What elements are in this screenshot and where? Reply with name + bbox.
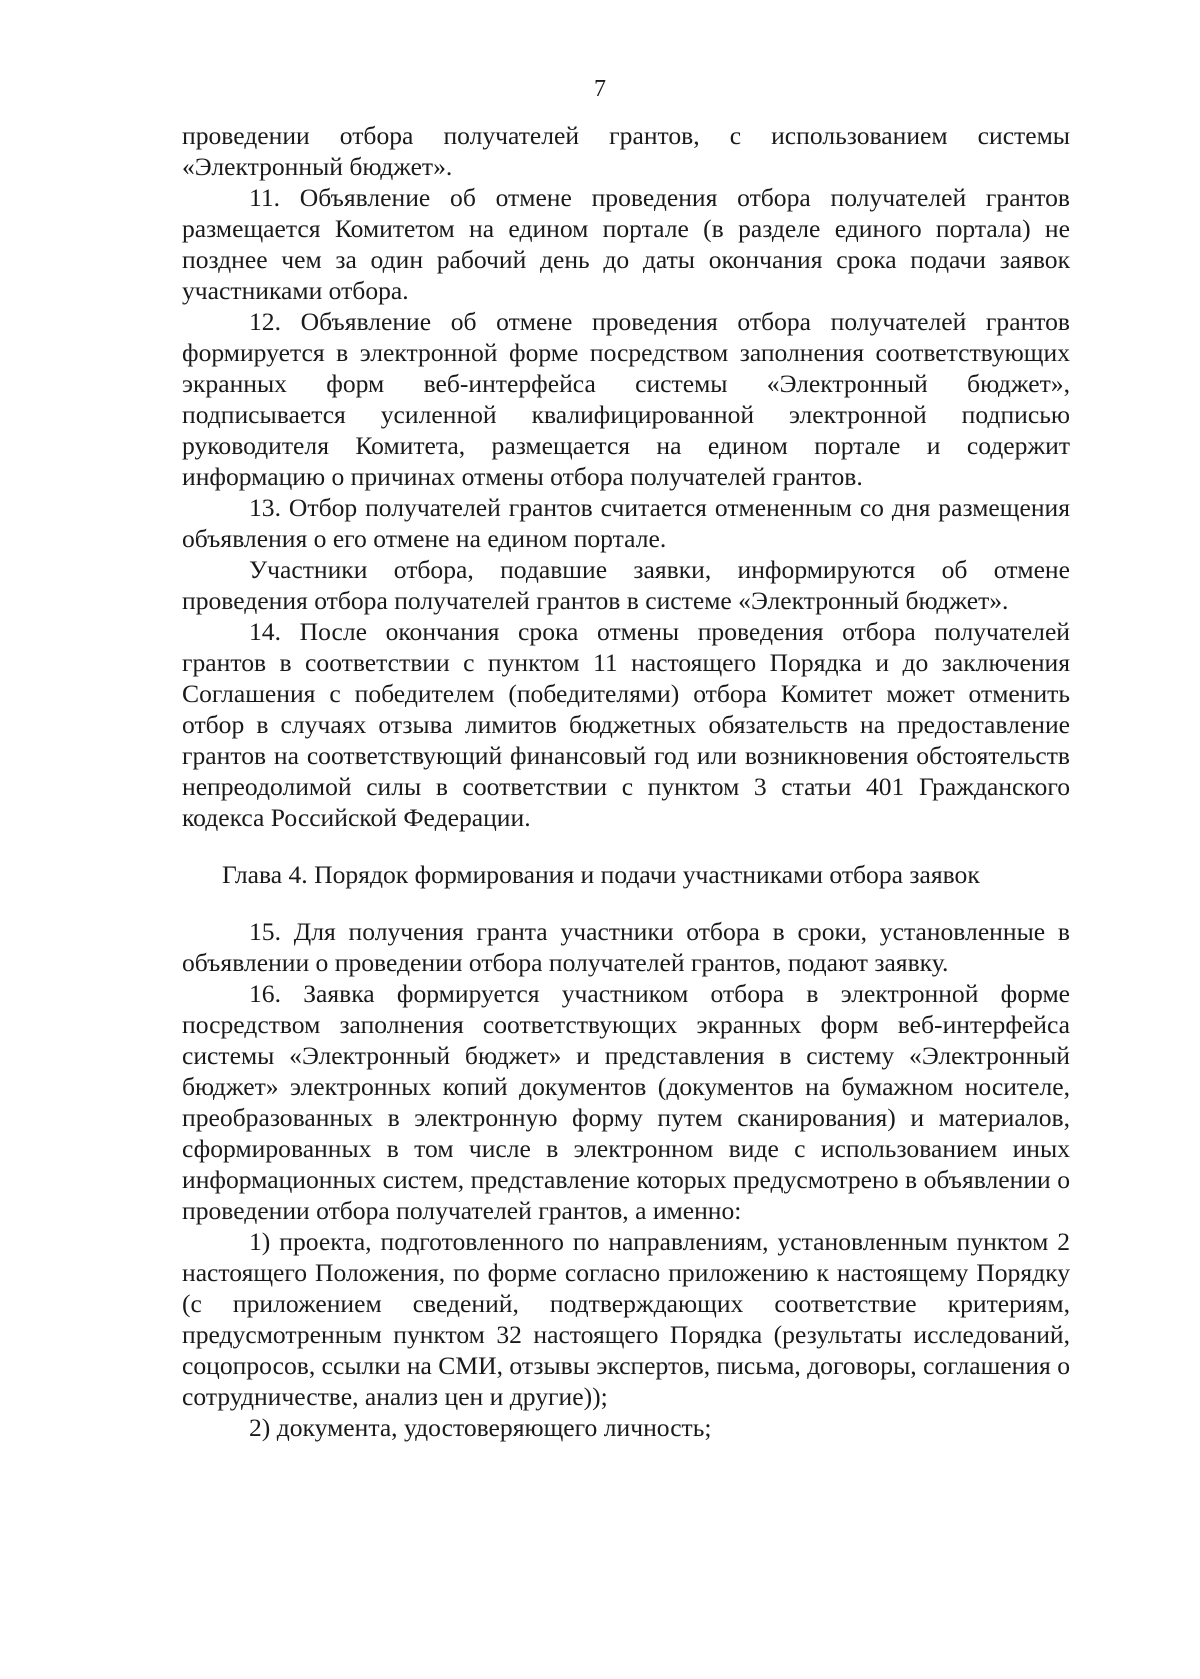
paragraph-13: 13. Отбор получателей грантов считается отмененным со дня размещения объявления о его отмене на едином портале. <box>182 493 1070 553</box>
paragraph-16-item-1: 1) проекта, подготовленного по направлениям, установленным пунктом 2 настоящего Положения, по форме согласно приложению к настоящему Порядку (с приложением сведений, подтверждающих соответствие критериям, предусмотренным пунктом 32 настоящего Порядка (результаты исследований, соцопросов, ссылки на СМИ, отзывы экспертов, письма, договоры, соглашения о сотрудничестве, анализ цен и другие)); <box>182 1227 1071 1411</box>
paragraph-continuation: проведении отбора получателей грантов, с использованием системы «Электронный бюджет». <box>182 121 1070 181</box>
paragraph-13-participants: Участники отбора, подавшие заявки, информируются об отмене проведения отбора получателей грантов в системе «Электронный бюджет». <box>182 555 1070 615</box>
page-number: 7 <box>594 76 606 102</box>
paragraph-14: 14. После окончания срока отмены проведения отбора получателей грантов в соответствии с пунктом 11 настоящего Порядка и до заключения Соглашения с победителем (победителями) отбора Комитет может отменить отбор в случаях отзыва лимитов бюджетных обязательств на предоставление грантов на соответствующий финансовый год или возникновения обстоятельств непреодолимой силы в соответствии с пунктом 3 статьи 401 Гражданского кодекса Российской Федерации. <box>182 617 1070 832</box>
paragraph-16-item-2: 2) документа, удостоверяющего личность; <box>249 1413 712 1442</box>
document-body <box>182 120 1070 1443</box>
paragraph-15: 15. Для получения гранта участники отбора в сроки, установленные в объявлении о проведении отбора получателей грантов, подают заявку. <box>182 917 1070 977</box>
paragraph-11: 11. Объявление об отмене проведения отбора получателей грантов размещается Комитетом на едином портале (в разделе единого портала) не позднее чем за один рабочий день до даты окончания срока подачи заявок участниками отбора. <box>182 183 1070 305</box>
chapter-heading: Глава 4. Порядок формирования и подачи участниками отбора заявок <box>222 860 980 889</box>
paragraph-16: 16. Заявка формируется участником отбора в электронной форме посредством заполнения соответствующих экранных форм веб-интерфейса системы «Электронный бюджет» и представления в систему «Электронный бюджет» электронных копий документов (документов на бумажном носителе, преобразованных в электронную форму путем сканирования) и материалов, сформированных в том числе в электронном виде с использованием иных информационных систем, представление которых предусмотрено в объявлении о проведении отбора получателей грантов, а именно: <box>182 979 1070 1225</box>
paragraph-12: 12. Объявление об отмене проведения отбора получателей грантов формируется в электронной форме посредством заполнения соответствующих экранных форм веб-интерфейса системы «Электронный бюджет», подписывается усиленной квалифицированной электронной подписью руководителя Комитета, размещается на едином портале и содержит информацию о причинах отмены отбора получателей грантов. <box>182 307 1070 491</box>
